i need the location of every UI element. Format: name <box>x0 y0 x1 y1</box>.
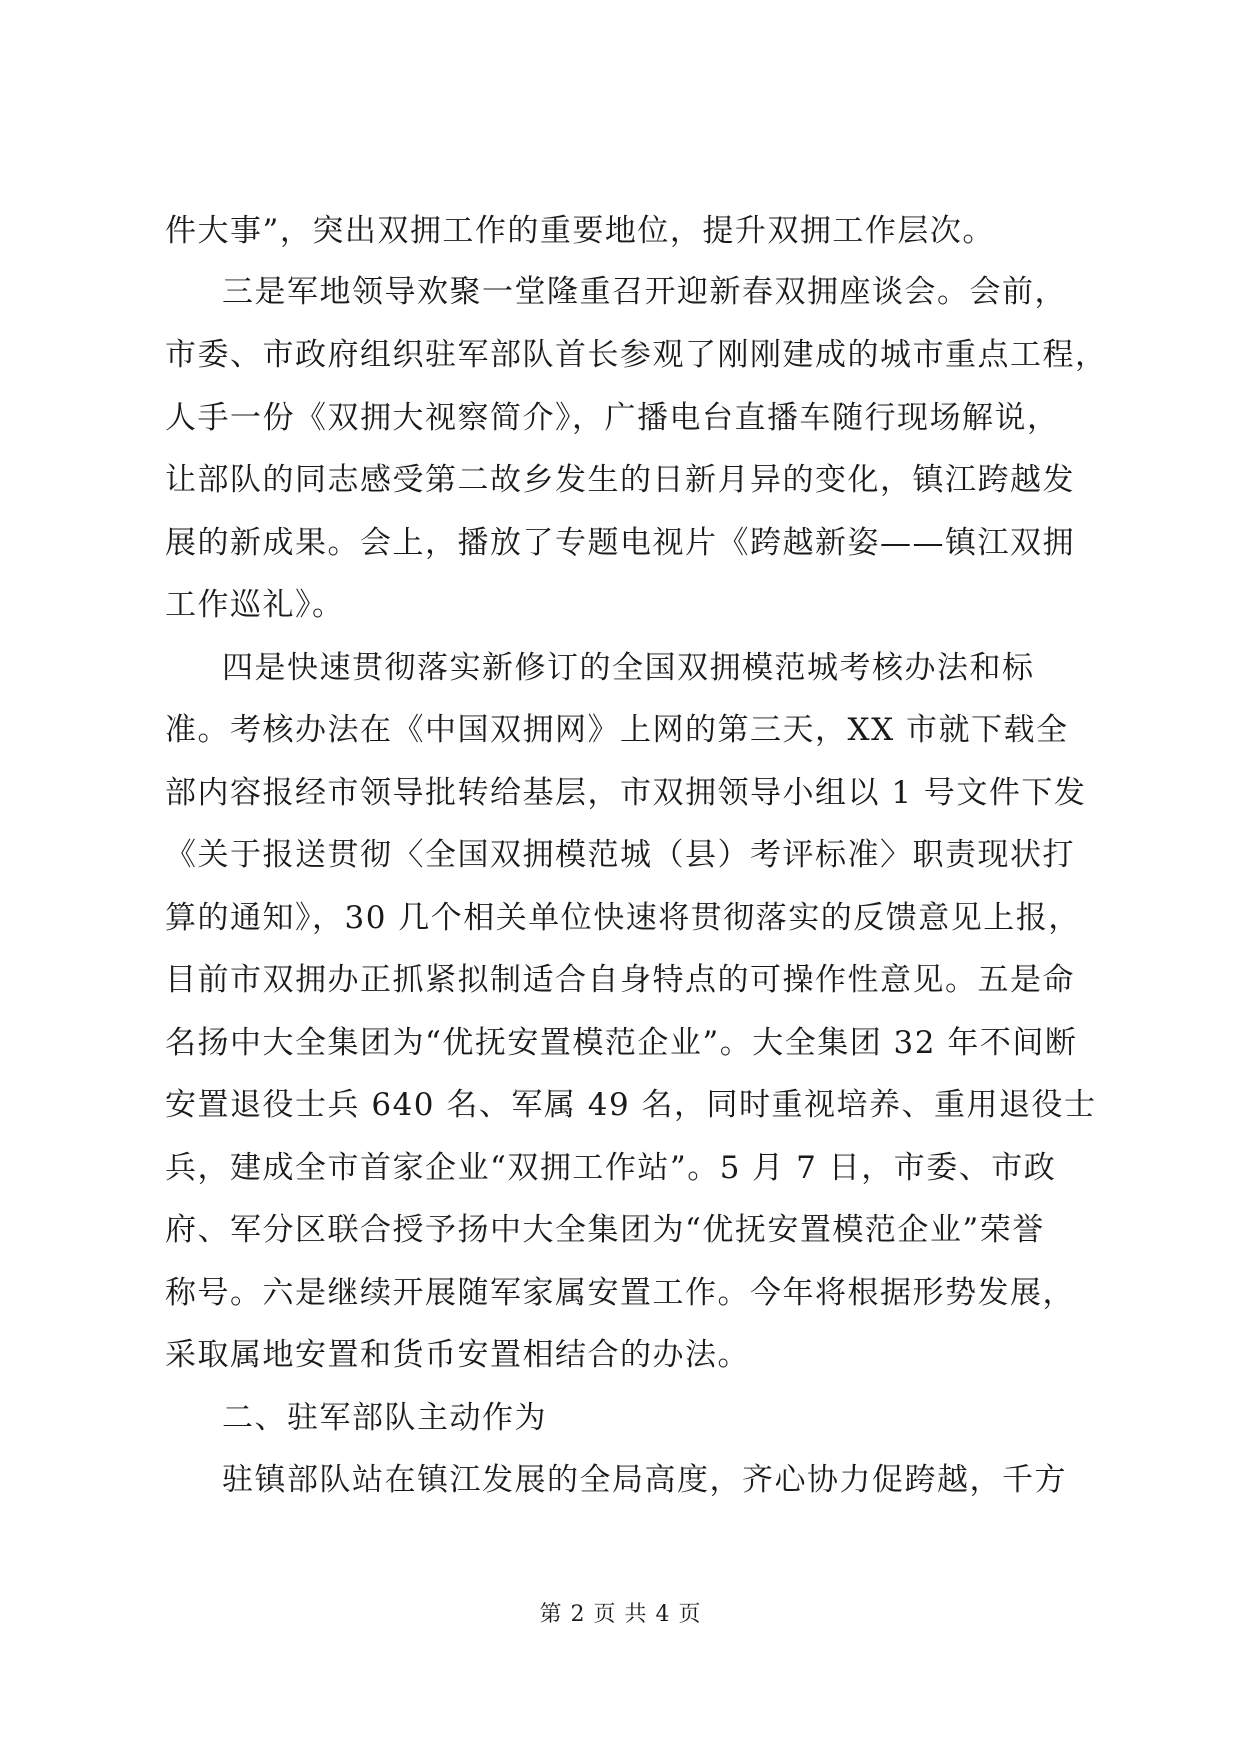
body-text-line: 部内容报经市领导批转给基层，市双拥领导小组以 1 号文件下发 <box>165 775 1087 811</box>
body-text-line: 准。考核办法在《中国双拥网》上网的第三天，XX 市就下载全 <box>165 712 1069 748</box>
body-text-line: 件大事”，突出双拥工作的重要地位，提升双拥工作层次。 <box>165 213 995 249</box>
body-text-line: 工作巡礼》。 <box>165 587 345 623</box>
body-text-line: 名扬中大全集团为“优抚安置模范企业”。大全集团 32 年不间断 <box>165 1025 1078 1061</box>
page-footer: 第 2 页 共 4 页 <box>539 1602 702 1627</box>
section-heading: 二、驻军部队主动作为 <box>222 1400 547 1436</box>
body-text-line: 采取属地安置和货币安置相结合的办法。 <box>165 1337 750 1373</box>
body-text-line: 人手一份《双拥大视察简介》，广播电台直播车随行现场解说， <box>165 400 1060 436</box>
body-text-line: 目前市双拥办正抓紧拟制适合自身特点的可操作性意见。五是命 <box>165 962 1075 998</box>
body-text-line: 市委、市政府组织驻军部队首长参观了刚刚建成的城市重点工程， <box>165 337 1108 373</box>
body-text-line: 安置退役士兵 640 名、军属 49 名，同时重视培养、重用退役士 <box>165 1087 1097 1123</box>
body-text-line: 称号。六是继续开展随军家属安置工作。今年将根据形势发展， <box>165 1275 1075 1311</box>
body-text-line: 兵，建成全市首家企业“双拥工作站”。5 月 7 日，市委、市政 <box>165 1150 1057 1186</box>
body-text-line: 让部队的同志感受第二故乡发生的日新月异的变化，镇江跨越发 <box>165 462 1075 498</box>
paragraph-first-line: 驻镇部队站在镇江发展的全局高度，齐心协力促跨越，千方 <box>222 1462 1067 1498</box>
body-text-line: 算的通知》，30 几个相关单位快速将贯彻落实的反馈意见上报， <box>165 900 1081 936</box>
body-text-line: 府、军分区联合授予扬中大全集团为“优抚安置模范企业”荣誉 <box>165 1212 1045 1248</box>
paragraph-first-line: 四是快速贯彻落实新修订的全国双拥模范城考核办法和标 <box>222 650 1035 686</box>
body-text-line: 展的新成果。会上，播放了专题电视片《跨越新姿——镇江双拥 <box>165 525 1075 561</box>
paragraph-first-line: 三是军地领导欢聚一堂隆重召开迎新春双拥座谈会。会前， <box>222 274 1067 310</box>
body-text-line: 《关于报送贯彻〈全国双拥模范城（县）考评标准〉职责现状打 <box>165 837 1075 873</box>
